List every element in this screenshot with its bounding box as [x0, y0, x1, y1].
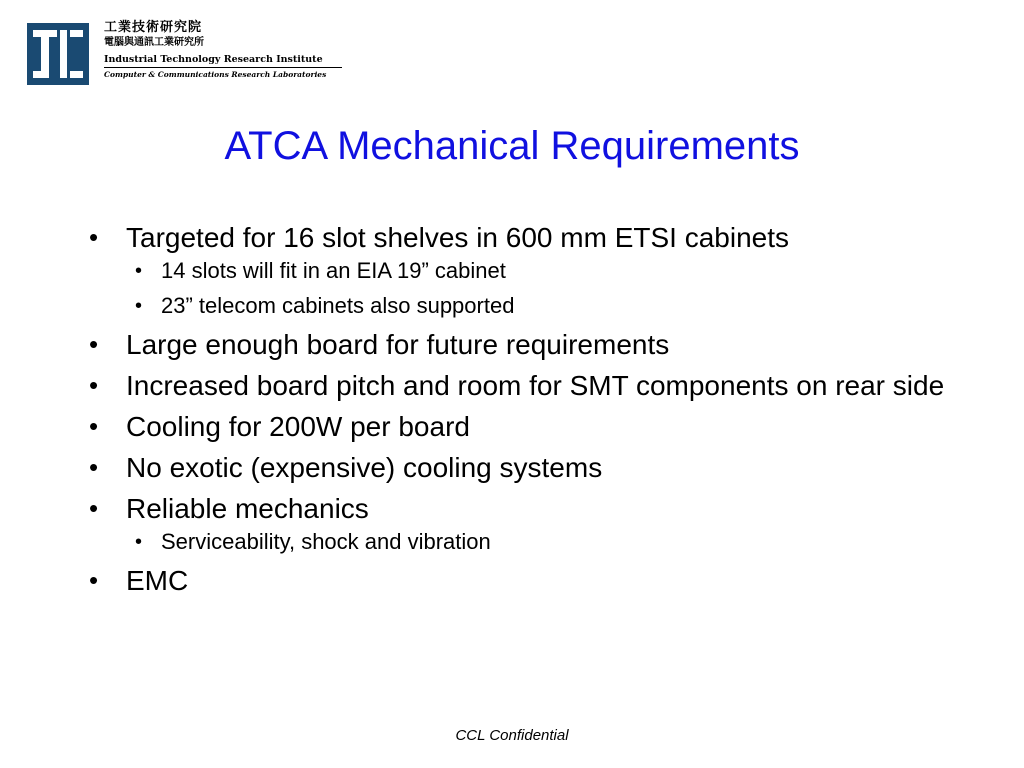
bullet-item — [88, 370, 968, 401]
sub-bullet-item: • 23” telecom cabinets also supported — [133, 293, 968, 319]
bullet-item — [88, 452, 968, 483]
bullet-text: Large enough board for future requirements — [126, 329, 670, 360]
sub-bullet-list — [126, 258, 968, 319]
bullet-text: Increased board pitch and room for SMT components on rear side — [126, 370, 945, 401]
sub-bullet-item: • 14 slots will fit in an EIA 19” cabinet — [133, 258, 968, 284]
sub-bullet-list — [126, 529, 968, 555]
bullet-text: EMC — [126, 565, 189, 596]
org-divider — [104, 67, 342, 68]
itri-logo-icon — [27, 23, 89, 85]
bullet-text: Reliable mechanics — [126, 493, 369, 524]
organization-name — [104, 20, 344, 80]
org-name-chinese: 工業技術研究院 — [104, 20, 203, 35]
org-division-english: Computer & Communications Research Laboratories — [104, 70, 327, 79]
bullet-item — [88, 411, 968, 442]
bullet-item — [88, 493, 968, 555]
org-name-english: Industrial Technology Research Institute — [104, 54, 323, 65]
bullet-item — [88, 329, 968, 360]
org-division-chinese: 電腦與通訊工業研究所 — [104, 37, 204, 48]
bullet-item — [88, 222, 968, 319]
footer-confidential: CCL Confidential — [455, 727, 569, 744]
slide-title: ATCA Mechanical Requirements — [224, 124, 800, 168]
sub-bullet-item: • Serviceability, shock and vibration — [133, 529, 968, 555]
bullet-text: Cooling for 200W per board — [126, 411, 470, 442]
bullet-item — [88, 565, 968, 596]
bullet-text: No exotic (expensive) cooling systems — [126, 452, 603, 483]
bullet-text: Targeted for 16 slot shelves in 600 mm ETSI cabinets — [126, 222, 789, 253]
bullet-list — [88, 222, 968, 606]
